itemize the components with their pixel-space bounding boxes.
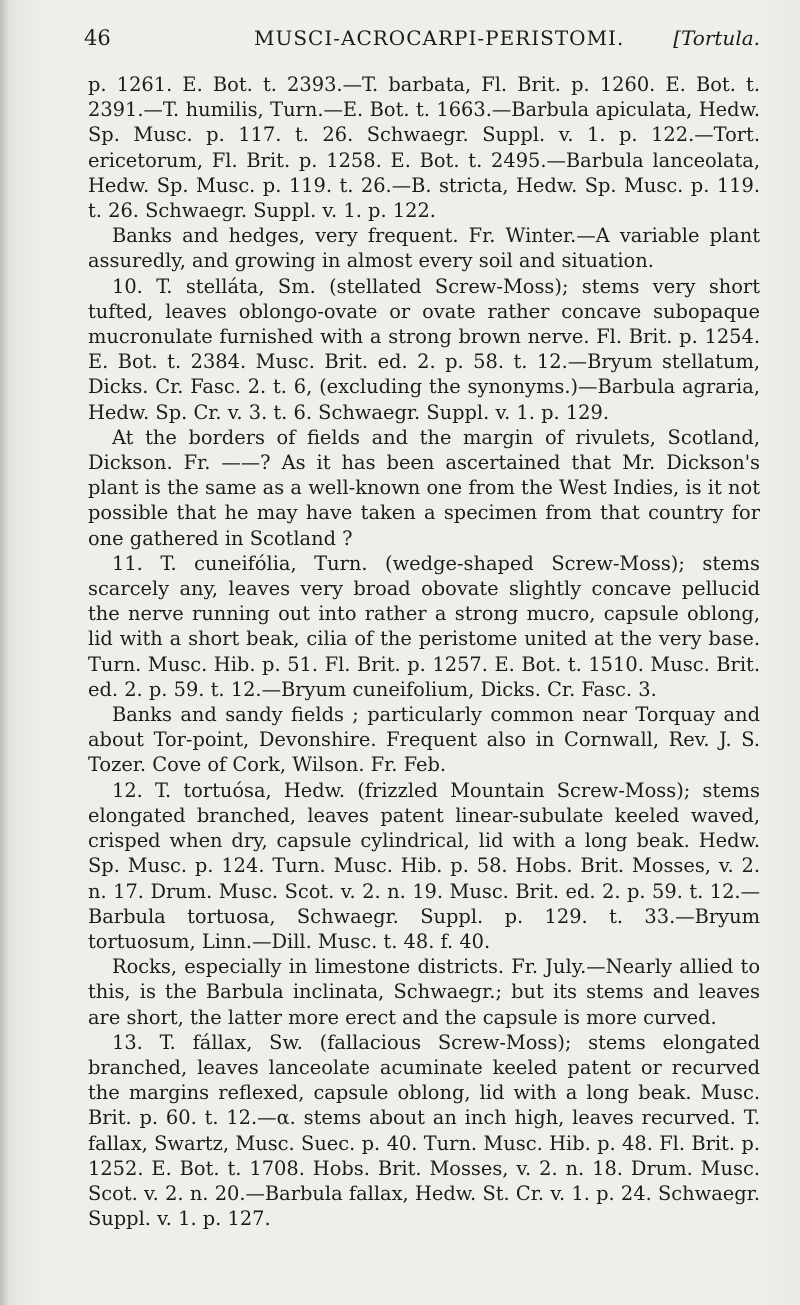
paragraph-habitat-12: Rocks, especially in limestone districts. Fr. July.—Nearly allied to this, is the Barbula inclinata, Schwaegr.; but its stems and leaves are short, the latter more erect and the capsule is more curved. xyxy=(88,955,760,1029)
paragraph-species-13: 13. T. fállax, Sw. (fallacious Screw-Moss); stems elongated branched, leaves lanceolate acuminate keeled patent or recurved the margins reflexed, capsule oblong, lid with a long beak. Musc. Brit. p. 60. t. 12.—α. stems about an inch high, leaves recurved. T. fallax, Swartz, Musc. Suec. p. 40. Turn. Musc. Hib. p. 48. Fl. Brit. p. 1252. E. Bot. t. 1708. Hobs. Brit. Mosses, v. 2. n. 18. Drum. Musc. Scot. v. 2. n. 20.—Barbula fallax, Hedw. St. Cr. v. 1. p. 24. Schwaegr. Suppl. v. 1. p. 127. xyxy=(88,1030,760,1231)
running-title: MUSCI-ACROCARPI-PERISTOMI. xyxy=(254,26,625,50)
paragraph-species-12: 12. T. tortuósa, Hedw. (frizzled Mountain Screw-Moss); stems elongated branched, leaves patent linear-subulate keeled waved, crisped when dry, capsule cylindrical, lid with a long beak. Hedw. Sp. Musc. p. 124. Turn. Musc. Hib. p. 58. Hobs. Brit. Mosses, v. 2. n. 17. Drum. Musc. Scot. v. 2. n. 19. Musc. Brit. ed. 2. p. 59. t. 12.—Barbula tortuosa, Schwaegr. Suppl. p. 129. t. 33.—Bryum tortuosum, Linn.—Dill. Musc. t. 48. f. 40. xyxy=(88,778,760,953)
page-number: 46 xyxy=(84,26,111,50)
page-body xyxy=(88,72,760,1231)
paragraph-species-10: 10. T. stelláta, Sm. (stellated Screw-Moss); stems very short tufted, leaves oblongo-ovate or ovate rather concave subopaque mucronulate furnished with a strong brown nerve. Fl. Brit. p. 1254. E. Bot. t. 2384. Musc. Brit. ed. 2. p. 58. t. 12.—Bryum stellatum, Dicks. Cr. Fasc. 2. t. 6, (excluding the synonyms.)—Barbula agraria, Hedw. Sp. Cr. v. 3. t. 6. Schwaegr. Suppl. v. 1. p. 129. xyxy=(88,274,760,424)
running-header xyxy=(84,26,760,60)
paragraph-habitat-11: Banks and sandy fields ; particularly common near Torquay and about Tor-point, Devonshire. Frequent also in Cornwall, Rev. J. S. Tozer. Cove of Cork, Wilson. Fr. Feb. xyxy=(88,703,760,777)
section-label: [Tortula. xyxy=(673,26,760,50)
paragraph-species-11: 11. T. cuneifólia, Turn. (wedge-shaped Screw-Moss); stems scarcely any, leaves very broad obovate slightly concave pellucid the nerve running out into rather a strong mucro, capsule oblong, lid with a short beak, cilia of the peristome united at the very base. Turn. Musc. Hib. p. 51. Fl. Brit. p. 1257. E. Bot. t. 1510. Musc. Brit. ed. 2. p. 59. t. 12.—Bryum cuneifolium, Dicks. Cr. Fasc. 3. xyxy=(88,551,760,701)
paragraph-habitat-10: At the borders of fields and the margin of rivulets, Scotland, Dickson. Fr. ——? As it has been ascertained that Mr. Dickson's plant is the same as a well-known one from the West Indies, is it not possible that he may have taken a specimen from that country for one gathered in Scotland ? xyxy=(88,425,760,550)
page-gutter-shadow xyxy=(0,0,8,1305)
paragraph-habitat-9: Banks and hedges, very frequent. Fr. Winter.—A variable plant assuredly, and growing in almost every soil and situation. xyxy=(88,224,760,273)
paragraph-synonyms-continued: p. 1261. E. Bot. t. 2393.—T. barbata, Fl. Brit. p. 1260. E. Bot. t. 2391.—T. humilis, Turn.—E. Bot. t. 1663.—Barbula apiculata, Hedw. Sp. Musc. p. 117. t. 26. Schwaegr. Suppl. v. 1. p. 122.—Tort. ericetorum, Fl. Brit. p. 1258. E. Bot. t. 2495.—Barbula lanceolata, Hedw. Sp. Musc. p. 119. t. 26.—B. stricta, Hedw. Sp. Musc. p. 119. t. 26. Schwaegr. Suppl. v. 1. p. 122. xyxy=(88,73,760,223)
